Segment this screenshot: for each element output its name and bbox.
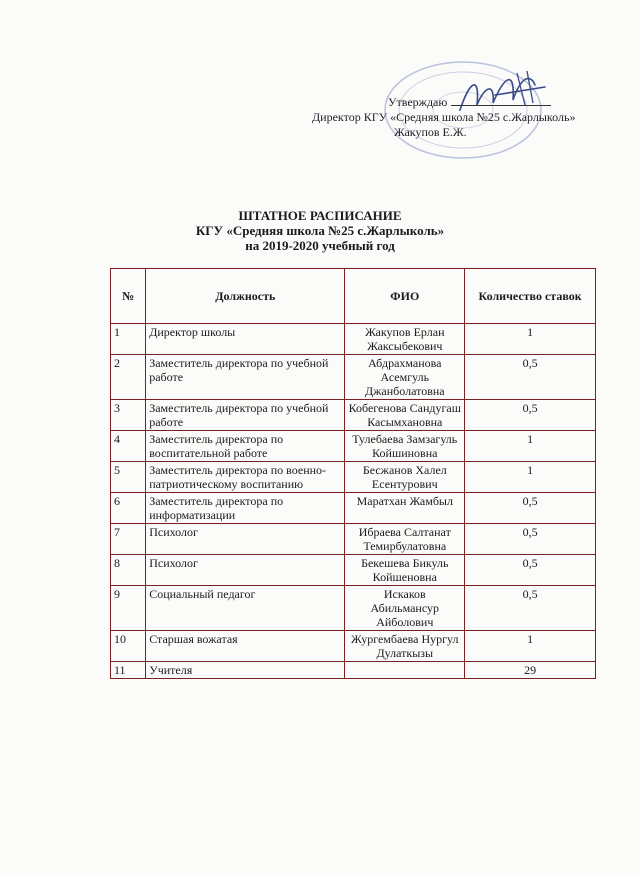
row-rate: 0,5 [465, 400, 596, 431]
row-number: 8 [111, 555, 146, 586]
row-rate: 0,5 [465, 355, 596, 400]
row-number: 6 [111, 493, 146, 524]
row-number: 11 [111, 662, 146, 679]
row-fio: Бекешева Бикуль Койшеновна [345, 555, 465, 586]
table-row [111, 586, 596, 631]
table-row [111, 431, 596, 462]
row-fio: Бесжанов Халел Есентурович [345, 462, 465, 493]
approval-label: Утверждаю [388, 95, 448, 109]
row-position: Заместитель директора по военно-патриотическому воспитанию [146, 462, 345, 493]
header-rate: Количество ставок [465, 269, 596, 324]
row-number: 4 [111, 431, 146, 462]
header-num: № [111, 269, 146, 324]
row-position: Директор школы [146, 324, 345, 355]
row-rate: 1 [465, 324, 596, 355]
row-number: 5 [111, 462, 146, 493]
row-position: Старшая вожатая [146, 631, 345, 662]
table-row [111, 631, 596, 662]
table-row [111, 662, 596, 679]
row-position: Заместитель директора по учебной работе [146, 400, 345, 431]
row-rate: 1 [465, 431, 596, 462]
row-rate: 0,5 [465, 555, 596, 586]
row-position: Учителя [146, 662, 345, 679]
row-fio: Жакупов Ерлан Жаксыбекович [345, 324, 465, 355]
row-rate: 0,5 [465, 493, 596, 524]
table-row [111, 355, 596, 400]
row-fio: Искаков Абильмансур Айболович [345, 586, 465, 631]
row-number: 10 [111, 631, 146, 662]
row-fio: Маратхан Жамбыл [345, 493, 465, 524]
header-fio: ФИО [345, 269, 465, 324]
approval-position: Директор КГУ «Средняя школа №25 с.Жарлыколь» [312, 110, 576, 124]
row-position: Социальный педагог [146, 586, 345, 631]
row-position: Психолог [146, 524, 345, 555]
row-position: Заместитель директора по воспитательной работе [146, 431, 345, 462]
row-fio: Тулебаева Замзагуль Койшиновна [345, 431, 465, 462]
table-row [111, 400, 596, 431]
table-row [111, 493, 596, 524]
table-row [111, 462, 596, 493]
row-fio: Ибраева Салтанат Темирбулатовна [345, 524, 465, 555]
row-number: 2 [111, 355, 146, 400]
row-rate: 1 [465, 631, 596, 662]
title-line-1: ШТАТНОЕ РАСПИСАНИЕ [238, 208, 402, 223]
row-number: 7 [111, 524, 146, 555]
table-header-row [111, 269, 596, 324]
row-rate: 0,5 [465, 586, 596, 631]
staff-table [110, 268, 596, 679]
document-title [140, 208, 500, 253]
table-row [111, 555, 596, 586]
signature-line [451, 95, 551, 106]
approval-block [300, 95, 620, 140]
row-fio: Абдрахманова Асемгуль Джанболатовна [345, 355, 465, 400]
row-number: 9 [111, 586, 146, 631]
title-line-2: КГУ «Средняя школа №25 с.Жарлыколь» [195, 223, 445, 238]
row-number: 1 [111, 324, 146, 355]
title-line-3: на 2019-2020 учебный год [245, 238, 395, 253]
table-row [111, 524, 596, 555]
table-row [111, 324, 596, 355]
row-fio: Жургембаева Нургул Дулаткызы [345, 631, 465, 662]
header-position: Должность [146, 269, 345, 324]
row-position: Заместитель директора по учебной работе [146, 355, 345, 400]
row-rate: 29 [465, 662, 596, 679]
row-position: Психолог [146, 555, 345, 586]
row-fio: Кобегенова Сандугаш Касымхановна [345, 400, 465, 431]
row-rate: 1 [465, 462, 596, 493]
row-rate: 0,5 [465, 524, 596, 555]
row-number: 3 [111, 400, 146, 431]
row-position: Заместитель директора по информатизации [146, 493, 345, 524]
approval-name: Жакупов Е.Ж. [394, 125, 467, 139]
row-fio [345, 662, 465, 679]
